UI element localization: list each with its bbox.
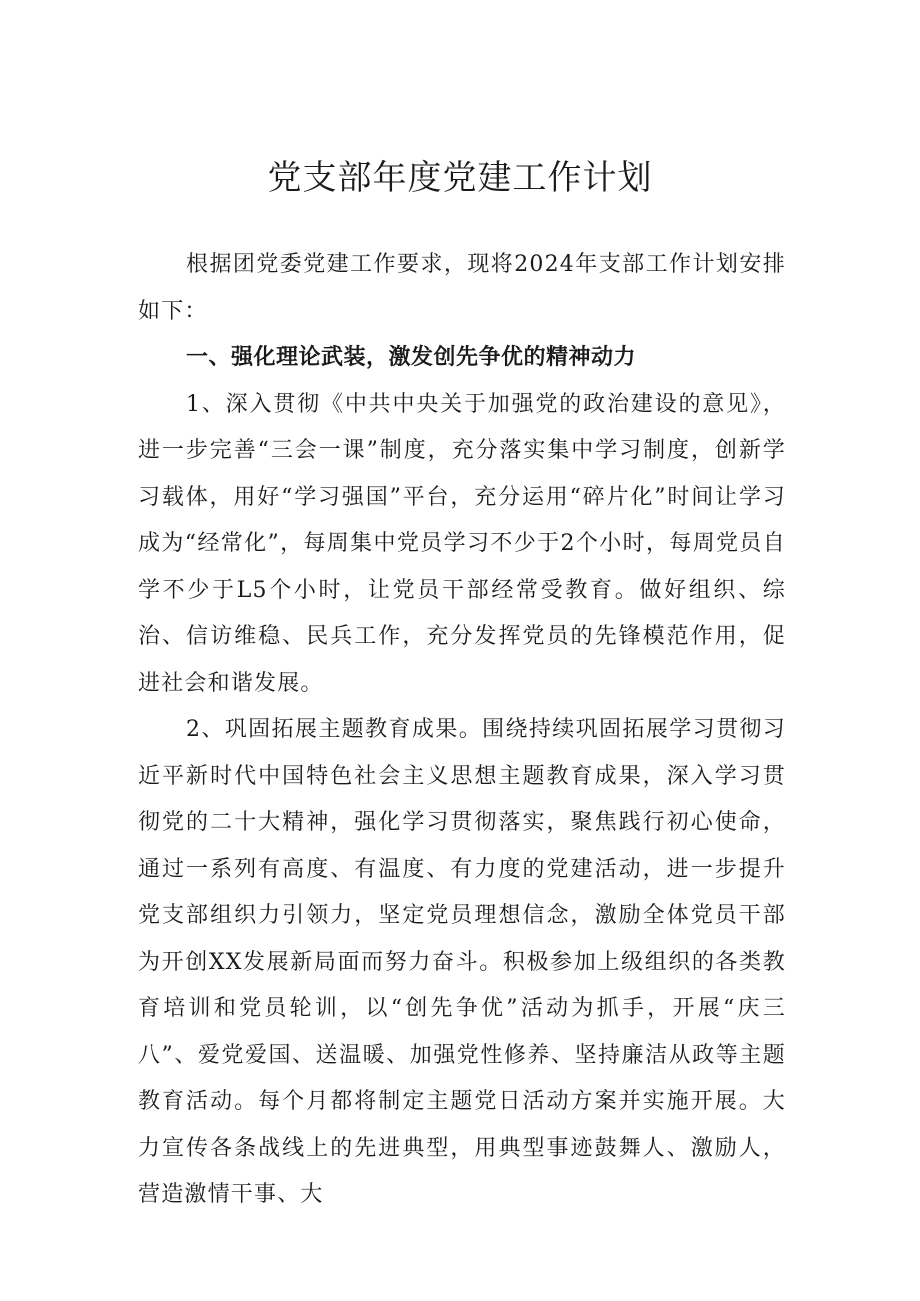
paragraph-1: 1、深入贯彻《中共中央关于加强党的政治建设的意见》，进一步完善“三会一课”制度，充分落实集中学习制度，创新学习载体，用好“学习强国”平台，充分运用“碎片化”时间让学习成为“经常化”，每周集中党员学习不少于2个小时，每周党员自学不少于L5个小时，让党员干部经常受教育。做好组织、综治、信访维稳、民兵工作，充分发挥党员的先锋模范作用，促进社会和谐发展。 [138,391,786,696]
intro-paragraph: 根据团党委党建工作要求，现将2024年支部工作计划安排如下： [138,252,786,324]
paragraph-2: 2、巩固拓展主题教育成果。围绕持续巩固拓展学习贯彻习近平新时代中国特色社会主义思想主题教育成果，深入学习贯彻党的二十大精神，强化学习贯彻落实，聚焦践行初心使命，通过一系列有高度、有温度、有力度的党建活动，进一步提升党支部组织力引领力，坚定党员理想信念，激励全体党员干部为开创XX发展新局面而努力奋斗。积极参加上级组织的各类教育培训和党员轮训，以“创先争优”活动为抓手，开展“庆三八”、爱党爱国、送温暖、加强党性修养、坚持廉洁从政等主题教育活动。每个月都将制定主题党日活动方案并实施开展。大力宣传各条战线上的先进典型，用典型事迹鼓舞人、激励人，营造激情干事、大 [138,717,786,1207]
document-body [138,242,786,1219]
section-heading: 一、强化理论武装，激发创先争优的精神动力 [186,345,637,370]
document-title: 党支部年度党建工作计划 [267,158,653,198]
